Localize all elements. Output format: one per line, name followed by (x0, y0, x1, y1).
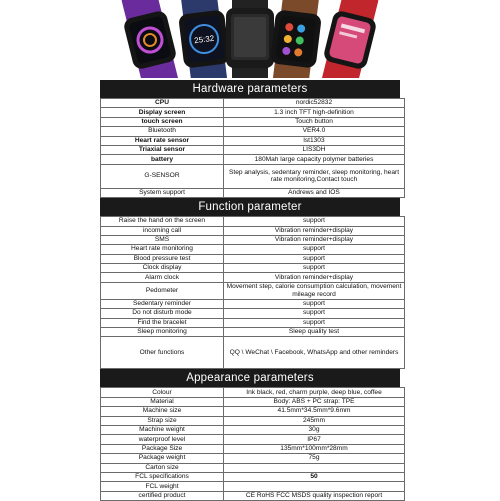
appearance-key: certified product (101, 491, 224, 500)
hardware-row (101, 117, 405, 126)
hardware-key: battery (101, 155, 224, 164)
function-key: SMS (101, 235, 224, 244)
function-value: support (224, 245, 405, 254)
function-section-title: Function parameter (100, 198, 400, 216)
hardware-key: Bluetooth (101, 127, 224, 136)
appearance-value: 135mm*100mm*28mm (224, 444, 405, 453)
appearance-row (101, 407, 405, 416)
blue-watch (175, 0, 233, 78)
function-value: support (224, 309, 405, 318)
appearance-section-title: Appearance parameters (100, 369, 400, 387)
appearance-key: Material (101, 397, 224, 406)
function-value: support (224, 254, 405, 263)
function-key: Raise the hand on the screen (101, 217, 224, 226)
function-value: Vibration reminder+display (224, 226, 405, 235)
hardware-key: Heart rate sensor (101, 136, 224, 145)
function-row (101, 235, 405, 244)
spec-sheet (100, 80, 400, 501)
appearance-row (101, 472, 405, 481)
function-key: Do not disturb mode (101, 309, 224, 318)
hardware-value: 180Mah large capacity polymer batteries (224, 155, 405, 164)
function-key: Pedometer (101, 282, 224, 299)
brown-watch (267, 0, 325, 78)
hardware-row (101, 108, 405, 117)
appearance-value: 41.5mm*34.5mm*9.6mm (224, 407, 405, 416)
function-row (101, 337, 405, 369)
appearance-value (224, 463, 405, 472)
function-value: Vibration reminder+display (224, 273, 405, 282)
function-row (101, 226, 405, 235)
function-row (101, 328, 405, 337)
function-value: support (224, 299, 405, 308)
function-key: Blood pressure test (101, 254, 224, 263)
hardware-value: VER4.0 (224, 127, 405, 136)
product-hero-image (0, 0, 500, 78)
hardware-key: CPU (101, 99, 224, 108)
appearance-key: waterproof level (101, 435, 224, 444)
function-value: support (224, 217, 405, 226)
appearance-value: Ink black, red, charm purple, deep blue, coffee (224, 388, 405, 397)
purple-watch (117, 0, 184, 78)
appearance-value: IP67 (224, 435, 405, 444)
red-watch (317, 0, 384, 78)
watch-clock-text: 25:32 (193, 33, 215, 46)
appearance-key: Carton size (101, 463, 224, 472)
hardware-value: 1.3 inch TFT high-definition (224, 108, 405, 117)
appearance-row (101, 463, 405, 472)
function-value: QQ \ WeChat \ Facebook, WhatsApp and other reminders (224, 337, 405, 369)
hardware-row (101, 127, 405, 136)
function-row (101, 264, 405, 273)
function-key: Sleep monitoring (101, 328, 224, 337)
appearance-key: FCL specifications (101, 472, 224, 481)
function-key: Clock display (101, 264, 224, 273)
hardware-row (101, 136, 405, 145)
hardware-key: System support (101, 188, 224, 197)
function-key: Other functions (101, 337, 224, 369)
function-value: Vibration reminder+display (224, 235, 405, 244)
function-table (100, 216, 405, 369)
hardware-row (101, 188, 405, 197)
hardware-key: G-SENSOR (101, 164, 224, 188)
black-watch (226, 0, 274, 78)
appearance-row (101, 454, 405, 463)
hardware-value: Andrews and IOS (224, 188, 405, 197)
function-value: Sleep quality test (224, 328, 405, 337)
appearance-value: 30g (224, 425, 405, 434)
function-row (101, 254, 405, 263)
hardware-value: lst1303 (224, 136, 405, 145)
function-value: support (224, 318, 405, 327)
appearance-row (101, 416, 405, 425)
hardware-value: LIS3DH (224, 145, 405, 154)
hardware-row (101, 99, 405, 108)
appearance-row (101, 388, 405, 397)
function-value: support (224, 264, 405, 273)
appearance-key: FCL weight (101, 482, 224, 491)
function-row (101, 282, 405, 299)
hardware-value: Step analysis, sedentary reminder, sleep monitoring, heart rate monitoring,Contact touch (224, 164, 405, 188)
function-key: Alarm clock (101, 273, 224, 282)
appearance-row (101, 425, 405, 434)
function-row (101, 245, 405, 254)
appearance-value: Body: ABS + PC strap: TPE (224, 397, 405, 406)
appearance-value: 50 (224, 472, 405, 481)
hardware-table (100, 98, 405, 198)
function-row (101, 299, 405, 308)
hardware-row (101, 145, 405, 154)
appearance-value: 245mm (224, 416, 405, 425)
appearance-table (100, 387, 405, 501)
appearance-key: Package weight (101, 454, 224, 463)
appearance-key: Machine weight (101, 425, 224, 434)
function-key: Heart rate monitoring (101, 245, 224, 254)
hardware-value: nordic52832 (224, 99, 405, 108)
hardware-key: Display screen (101, 108, 224, 117)
appearance-value (224, 482, 405, 491)
appearance-row (101, 491, 405, 500)
function-row (101, 273, 405, 282)
function-row (101, 309, 405, 318)
hardware-key: touch screen (101, 117, 224, 126)
appearance-row (101, 444, 405, 453)
function-row (101, 318, 405, 327)
appearance-value: CE RoHS FCC MSDS quality inspection report (224, 491, 405, 500)
appearance-key: Colour (101, 388, 224, 397)
appearance-key: Machine size (101, 407, 224, 416)
appearance-key: Strap size (101, 416, 224, 425)
function-row (101, 217, 405, 226)
appearance-row (101, 482, 405, 491)
appearance-row (101, 435, 405, 444)
function-key: incoming call (101, 226, 224, 235)
function-value: Movement step, calorie consumption calculation, movement mileage record (224, 282, 405, 299)
function-key: Find the bracelet (101, 318, 224, 327)
hardware-row (101, 164, 405, 188)
appearance-row (101, 397, 405, 406)
appearance-value: 75g (224, 454, 405, 463)
hardware-row (101, 155, 405, 164)
hardware-value: Touch button (224, 117, 405, 126)
function-key: Sedentary reminder (101, 299, 224, 308)
hardware-section-title: Hardware parameters (100, 80, 400, 98)
appearance-key: Package Size (101, 444, 224, 453)
hardware-key: Triaxial sensor (101, 145, 224, 154)
smartwatch-lineup-image (0, 0, 500, 78)
